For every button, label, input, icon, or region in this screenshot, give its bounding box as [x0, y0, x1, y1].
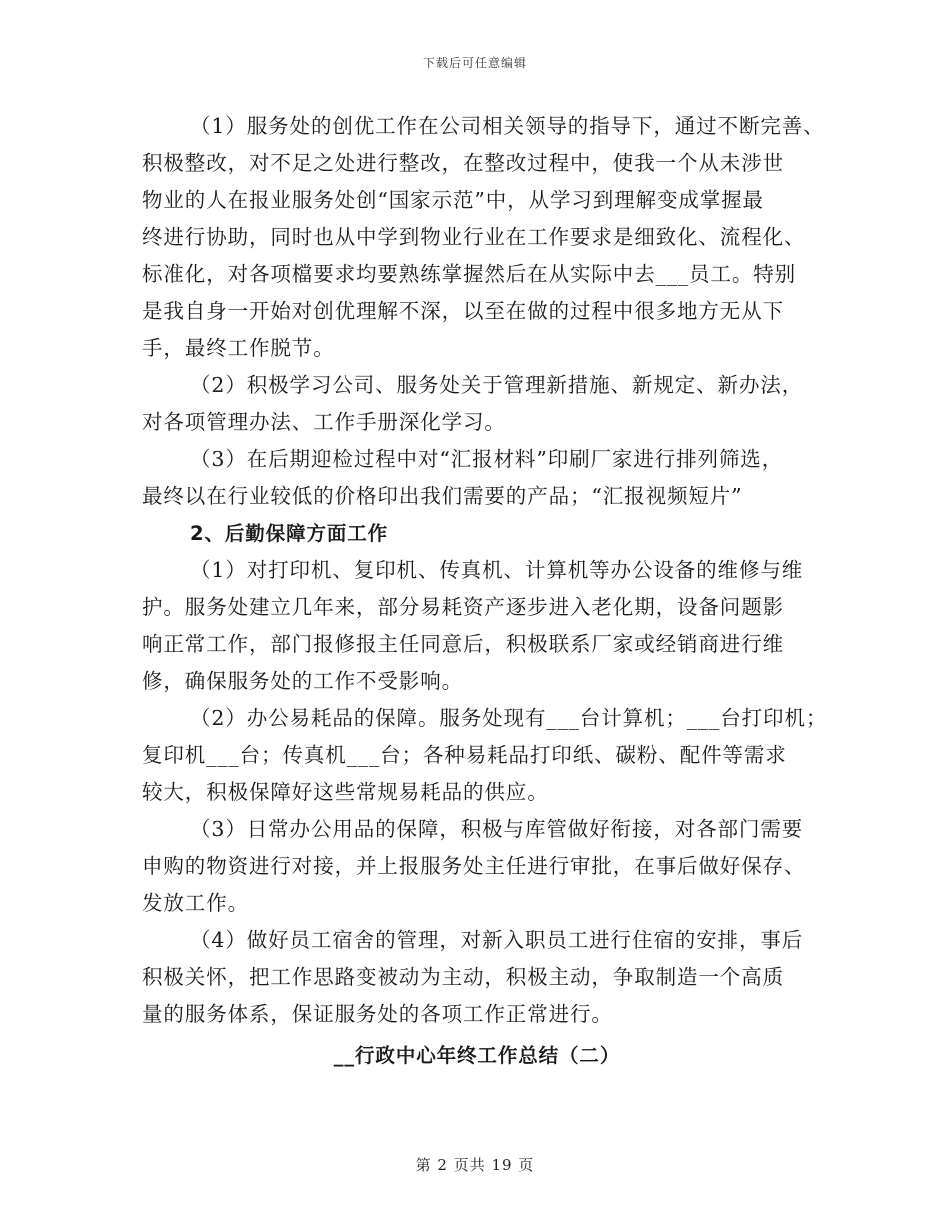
paragraph-line: 积极关怀，把工作思路变被动为主动，积极主动，争取制造一个高质	[142, 965, 784, 989]
page-number: 第 2 页共 19 页	[415, 1156, 535, 1174]
section-title: __行政中心年终工作总结（二）	[333, 1044, 621, 1067]
paragraph-line: 量的服务体系，保证服务处的各项工作正常进行。	[142, 1002, 613, 1026]
page-header: 下载后可任意编辑	[422, 56, 527, 70]
paragraph-line: 对各项管理办法、工作手册深化学习。	[142, 410, 506, 434]
paragraph-line: 标准化，对各项檔要求均要熟练掌握然后在从实际中去___员工。特别	[142, 262, 797, 286]
paragraph-line: 手，最终工作脱节。	[142, 336, 335, 360]
paragraph-line: 是我自身一开始对创优理解不深，以至在做的过程中很多地方无从下	[142, 299, 784, 323]
paragraph-line: （1）对打印机、复印机、传真机、计算机等办公设备的维修与维	[190, 558, 804, 582]
paragraph-line: （3）日常办公用品的保障，积极与库管做好衔接，对各部门需要	[190, 817, 804, 841]
paragraph-line: 物业的人在报业服务处创“国家示范”中，从学习到理解变成掌握最	[142, 188, 764, 212]
paragraph-line: （1）服务处的创优工作在公司相关领导的指导下，通过不断完善、	[190, 114, 825, 138]
paragraph-line: 较大，积极保障好这些常规易耗品的供应。	[142, 780, 549, 804]
paragraph-line: 护。服务处建立几年来，部分易耗资产逐步进入老化期，设备问题影	[142, 595, 784, 619]
paragraph-line: 最终以在行业较低的价格印出我们需要的产品；“汇报视频短片”	[142, 484, 743, 508]
paragraph-line: 响正常工作，部门报修报主任同意后，积极联系厂家或经销商进行维	[142, 632, 784, 656]
paragraph-line: 积极整改，对不足之处进行整改，在整改过程中，使我一个从未涉世	[142, 151, 784, 175]
paragraph-line: 修，确保服务处的工作不受影响。	[142, 669, 463, 693]
paragraph-line: 发放工作。	[142, 891, 249, 915]
paragraph-line: 终进行协助，同时也从中学到物业行业在工作要求是细致化、流程化、	[142, 225, 806, 249]
section-heading: 2、后勤保障方面工作	[190, 522, 389, 545]
paragraph-line: （2）办公易耗品的保障。服务处现有___台计算机；___台打印机；	[190, 706, 828, 730]
paragraph-line: 复印机___台；传真机___台；各种易耗品打印纸、碳粉、配件等需求	[142, 743, 787, 767]
document-body	[142, 108, 828, 1074]
paragraph-line: （4）做好员工宿舍的管理，对新入职员工进行住宿的安排，事后	[190, 928, 804, 952]
paragraph-line: （2）积极学习公司、服务处关于管理新措施、新规定、新办法，	[190, 373, 804, 397]
paragraph-line: 申购的物资进行对接，并上报服务处主任进行审批，在事后做好保存、	[142, 854, 806, 878]
paragraph-line: （3）在后期迎检过程中对“汇报材料”印刷厂家进行排列筛选，	[190, 447, 784, 471]
